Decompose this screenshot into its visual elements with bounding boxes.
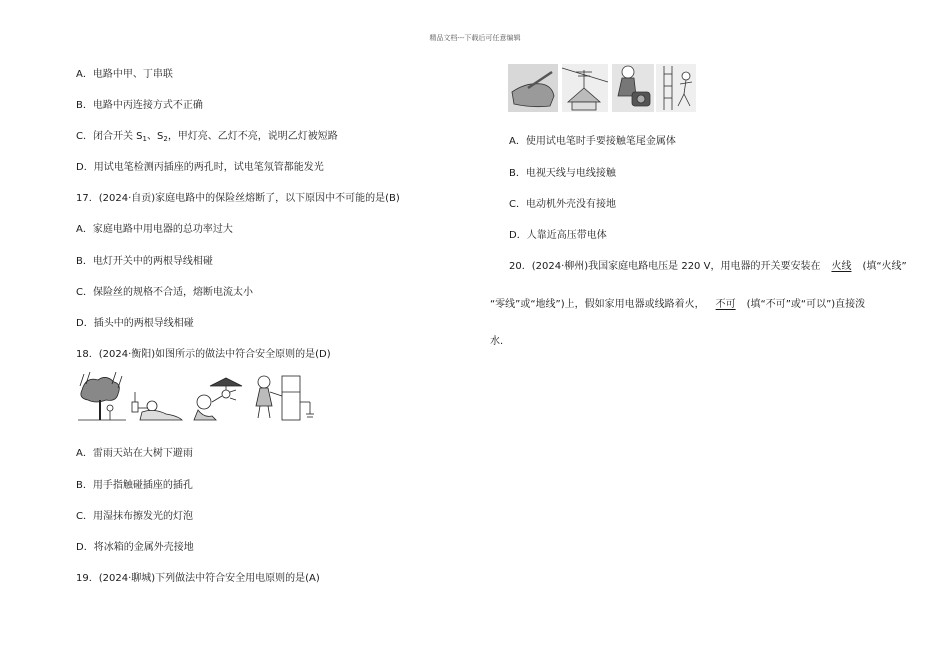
q18-option-c: C．用湿抹布擦发光的灯泡 [76,511,193,522]
q20-text-2: (填“火线” [862,261,907,272]
fridge-ground-icon [256,376,314,420]
q19-figure [508,62,696,114]
tree-storm-icon [78,372,126,420]
q17-option-a: A．家庭电路中用电器的总功率过大 [76,224,233,235]
q20-answer-1: 火线 [831,261,852,272]
q17-option-b: B．电灯开关中的两根导线相碰 [76,256,213,267]
test-pen-icon [508,64,558,112]
q20-text-4: (填“不可”或“可以”)直接泼 [746,299,866,310]
q16-c-mid: 、S [146,131,164,142]
q16-option-a: A．电路中甲、丁串联 [76,69,173,80]
q19-option-c: C．电动机外壳没有接地 [509,199,616,210]
q18-stem: 18．(2024·衡阳)如图所示的做法中符合安全原则的是(D) [76,349,331,360]
q16-option-c [76,131,338,145]
child-socket-icon [132,392,182,420]
q20-line-2 [490,299,865,311]
q16-option-b: B．电路中丙连接方式不正确 [76,100,203,111]
q18-option-d: D．将冰箱的金属外壳接地 [76,542,194,553]
q17-stem: 17．(2024·自贡)家庭电路中的保险丝熔断了，以下原因中不可能的是(B) [76,193,400,204]
tv-antenna-icon [562,64,608,112]
q19-option-a: A．使用试电笔时手要接触笔尾金属体 [509,136,676,147]
q19-stem: 19．(2024·聊城)下列做法中符合安全用电原则的是(A) [76,573,320,584]
motor-icon [612,64,654,112]
q17-option-c: C．保险丝的规格不合适，熔断电流太小 [76,287,253,298]
q16-c-post: ，甲灯亮、乙灯不亮，说明乙灯被短路 [167,131,338,142]
q17-option-d: D．插头中的两根导线相碰 [76,318,194,329]
q20-text-3: “零线”或“地线”)上，假如家用电器或线路着火， [490,299,705,310]
q20-line-1 [509,261,907,273]
q19-option-d: D．人靠近高压带电体 [509,230,607,241]
q16-c-sub1: 1 [142,135,147,143]
q20-line-3: 水. [490,336,504,347]
q18-option-b: B．用手指触碰插座的插孔 [76,480,193,491]
q20-answer-2: 不可 [715,299,736,310]
q18-figure [76,372,324,424]
high-voltage-icon [656,64,696,112]
q16-option-d: D．用试电笔检测丙插座的两孔时，试电笔氖管都能发光 [76,162,324,173]
page-header: 精品文档---下载后可任意编辑 [429,34,521,42]
q19-option-b: B．电视天线与电线接触 [509,168,616,179]
q16-c-sub2: 2 [163,135,168,143]
q18-option-a: A．雷雨天站在大树下避雨 [76,448,193,459]
q20-text-1: 20．(2024·柳州)我国家庭电路电压是 220 V，用电器的开关要安装在 [509,261,821,272]
q16-c-pre: C．闭合开关 S [76,131,143,142]
wiping-lamp-icon [194,378,242,420]
